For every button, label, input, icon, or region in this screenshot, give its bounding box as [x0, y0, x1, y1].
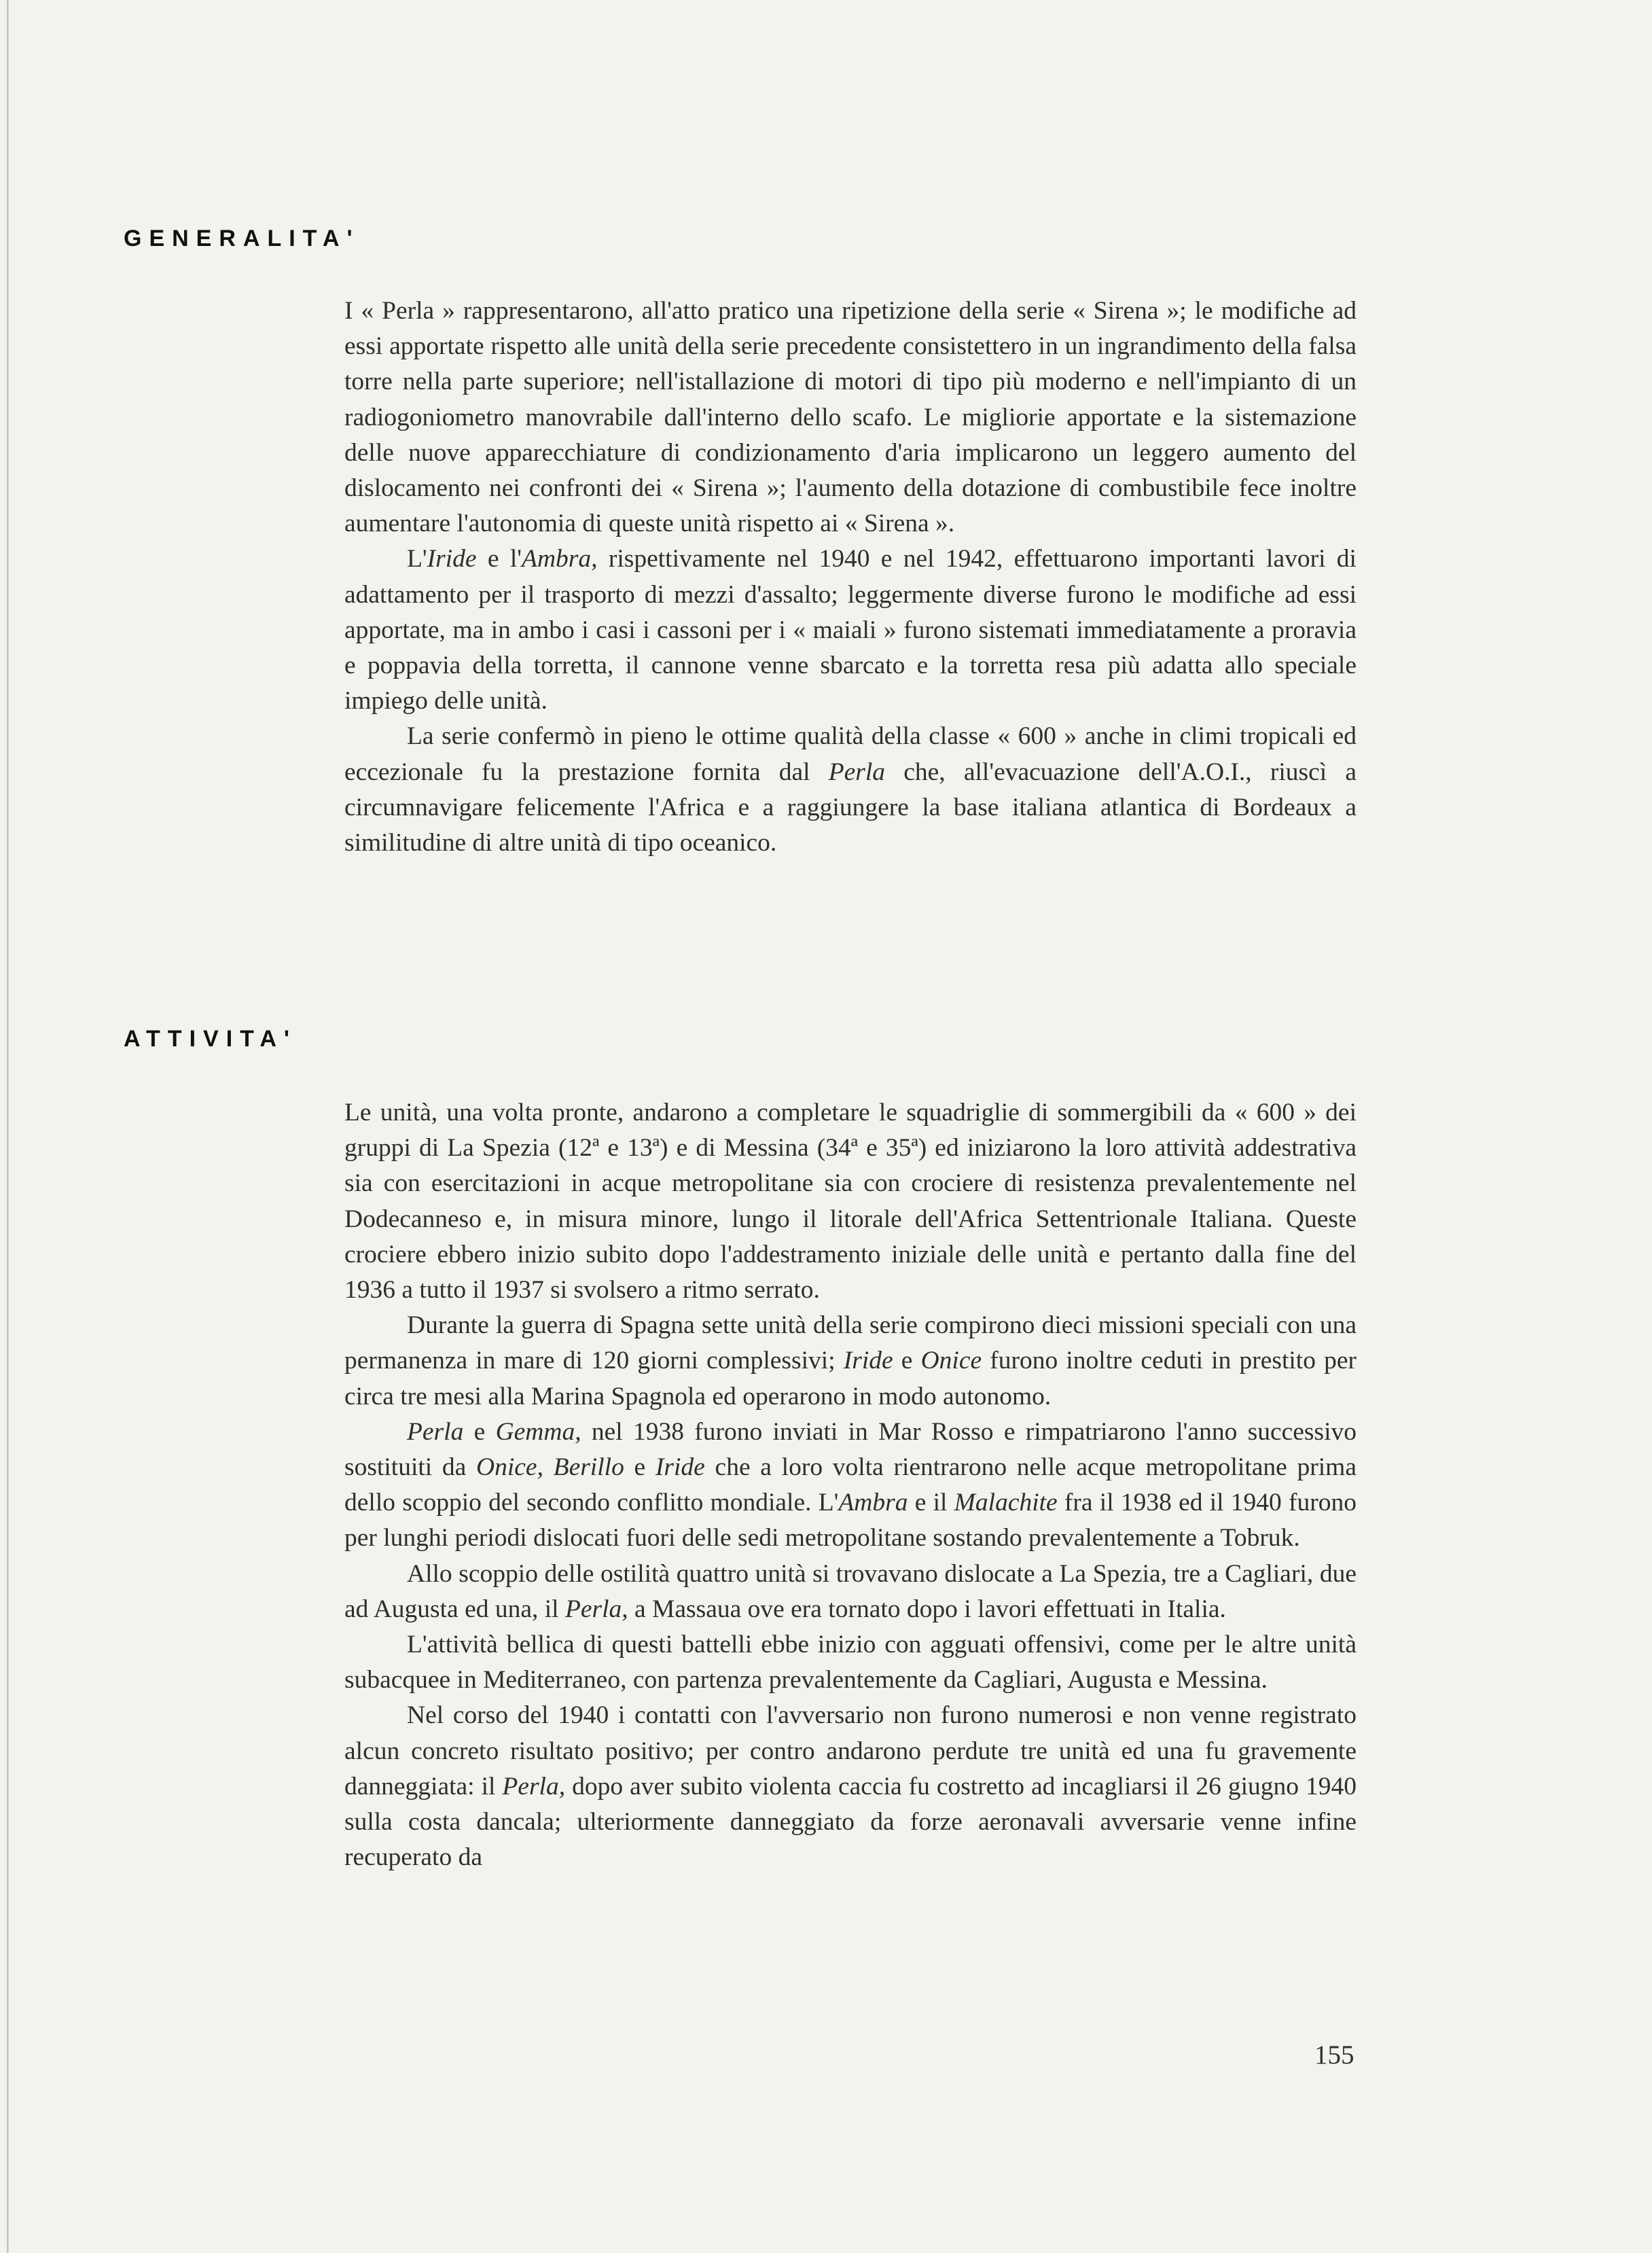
- text-run: e il: [908, 1489, 954, 1517]
- italic-run: Onice: [920, 1347, 982, 1375]
- italic-run: Ambra: [838, 1489, 908, 1517]
- italic-run: Gemma,: [495, 1417, 581, 1446]
- paragraph: [344, 294, 1357, 542]
- paragraph: [344, 1627, 1357, 1698]
- section-generalita: [344, 294, 1357, 861]
- paragraph: [344, 1415, 1357, 1557]
- text-run: a Massaua ove era tornato dopo i lavori effettuati in Italia.: [628, 1595, 1226, 1623]
- text-run: che, all'evacuazione dell'A.O.I., riuscì a circumnavigare felicemente l'Africa e a raggiungere la base italiana atlantica di Bordeaux a similitudine di altre unità di tipo oceanico.: [344, 758, 1357, 857]
- text-run: Durante la guerra di Spagna sette unità della serie compirono dieci missioni speciali con una permanenza in mare di 120 giorni complessivi;: [344, 1311, 1357, 1375]
- section-attivita: [344, 1095, 1357, 1875]
- paragraph: [344, 1557, 1357, 1627]
- paragraph: [344, 1308, 1357, 1415]
- text-run: I « Perla » rappresentarono, all'atto pratico una ripetizione della serie « Sirena »; le modifiche ad essi apportate rispetto alle unità della serie precedente consistettero in un ingrandimento della falsa torre nella parte superiore; nell'istallazione di motori di tipo più moderno e nell'impianto di un radiogoniometro manovrabile dall'interno dello scafo. Le migliorie apportate e la sistemazione delle nuove apparecchiature di condizionamento d'aria implicarono un leggero aumento del dislocamento nei confronti dei « Sirena »; l'aumento della dotazione di combustibile fece inoltre aumentare l'autonomia di queste unità rispetto ai « Sirena ».: [344, 297, 1357, 538]
- text-run: La serie confermò in pieno le ottime qualità della classe « 600 » anche in climi tropicali ed eccezionale fu la prestazione fornita dal: [344, 722, 1357, 786]
- text-run: Allo scoppio delle ostilità quattro unità si trovavano dislocate a La Spezia, tre a Cagliari, due ad Augusta ed una, il: [344, 1559, 1357, 1623]
- text-run: L': [407, 545, 427, 573]
- page-number: 155: [1314, 2040, 1354, 2070]
- paragraph: [344, 719, 1357, 861]
- text-run: e: [893, 1347, 921, 1375]
- italic-run: Perla,: [564, 1595, 628, 1623]
- text-run: Nel corso del 1940 i contatti con l'avversario non furono numerosi e non venne registrato alcun concreto risultato positivo; per contro andarono perdute tre unità ed una fu gravemente danneggiata: il: [344, 1701, 1357, 1800]
- paragraph: [344, 1095, 1357, 1308]
- text-run: L'attività bellica di questi battelli ebbe inizio con agguati offensivi, come per le altre unità subacquee in Mediterraneo, con partenza prevalentemente da Cagliari, Augusta e Messina.: [344, 1631, 1357, 1695]
- italic-run: Iride: [655, 1453, 705, 1482]
- italic-run: Perla: [828, 758, 886, 786]
- text-run: e l': [476, 545, 522, 573]
- italic-run: Perla: [407, 1417, 464, 1446]
- italic-run: Perla,: [502, 1772, 566, 1800]
- heading-attivita: ATTIVITA': [124, 1026, 298, 1052]
- italic-run: Onice, Berillo: [476, 1453, 624, 1482]
- italic-run: Malachite: [954, 1489, 1058, 1517]
- heading-generalita: GENERALITA': [124, 226, 360, 251]
- text-run: fra il 1938 ed il 1940 furono per lunghi periodi dislocati fuori delle sedi metropolitane sostando prevalentemente a Tobruk.: [344, 1489, 1357, 1553]
- text-run: dopo aver subito violenta caccia fu costretto ad incagliarsi il 26 giugno 1940 sulla costa dancala; ulteriormente danneggiato da forze aeronavali avversarie venne infine recuperato da: [344, 1772, 1357, 1872]
- text-run: e: [463, 1417, 496, 1446]
- paragraph: [344, 1698, 1357, 1875]
- italic-run: Iride: [427, 545, 477, 573]
- text-run: che a loro volta rientrarono nelle acque metropolitane prima dello scoppio del secondo conflitto mondiale. L': [344, 1453, 1357, 1517]
- text-run: nel 1938 furono inviati in Mar Rosso e rimpatriarono l'anno successivo sostituiti da: [344, 1417, 1357, 1482]
- italic-run: Iride: [843, 1347, 893, 1375]
- text-run: e: [624, 1453, 656, 1482]
- text-run: rispettivamente nel 1940 e nel 1942, effettuarono importanti lavori di adattamento per il trasporto di mezzi d'assalto; leggermente diverse furono le modifiche ad essi apportate, ma in ambo i casi i cassoni per i « maiali » furono sistemati immediatamente a proravia e poppavia della torretta, il cannone venne sbarcato e la torretta resa più adatta allo speciale impiego delle unità.: [344, 545, 1357, 715]
- paragraph: [344, 542, 1357, 719]
- italic-run: Ambra,: [522, 545, 598, 573]
- page-binding-edge: [7, 0, 9, 2253]
- text-run: Le unità, una volta pronte, andarono a completare le squadriglie di sommergibili da « 600 » dei gruppi di La Spezia (12ª e 13ª) e di Messina (34ª e 35ª) ed iniziarono la loro attività addestrativa sia con esercitazioni in acque metropolitane sia con crociere di resistenza prevalentemente nel Dodecanneso e, in misura minore, lungo il litorale dell'Africa Settentrionale Italiana. Queste crociere ebbero inizio subito dopo l'addestramento iniziale delle unità e pertanto dalla fine del 1936 a tutto il 1937 si svolsero a ritmo serrato.: [344, 1099, 1357, 1305]
- text-run: furono inoltre ceduti in prestito per circa tre mesi alla Marina Spagnola ed operarono in modo autonomo.: [344, 1347, 1357, 1411]
